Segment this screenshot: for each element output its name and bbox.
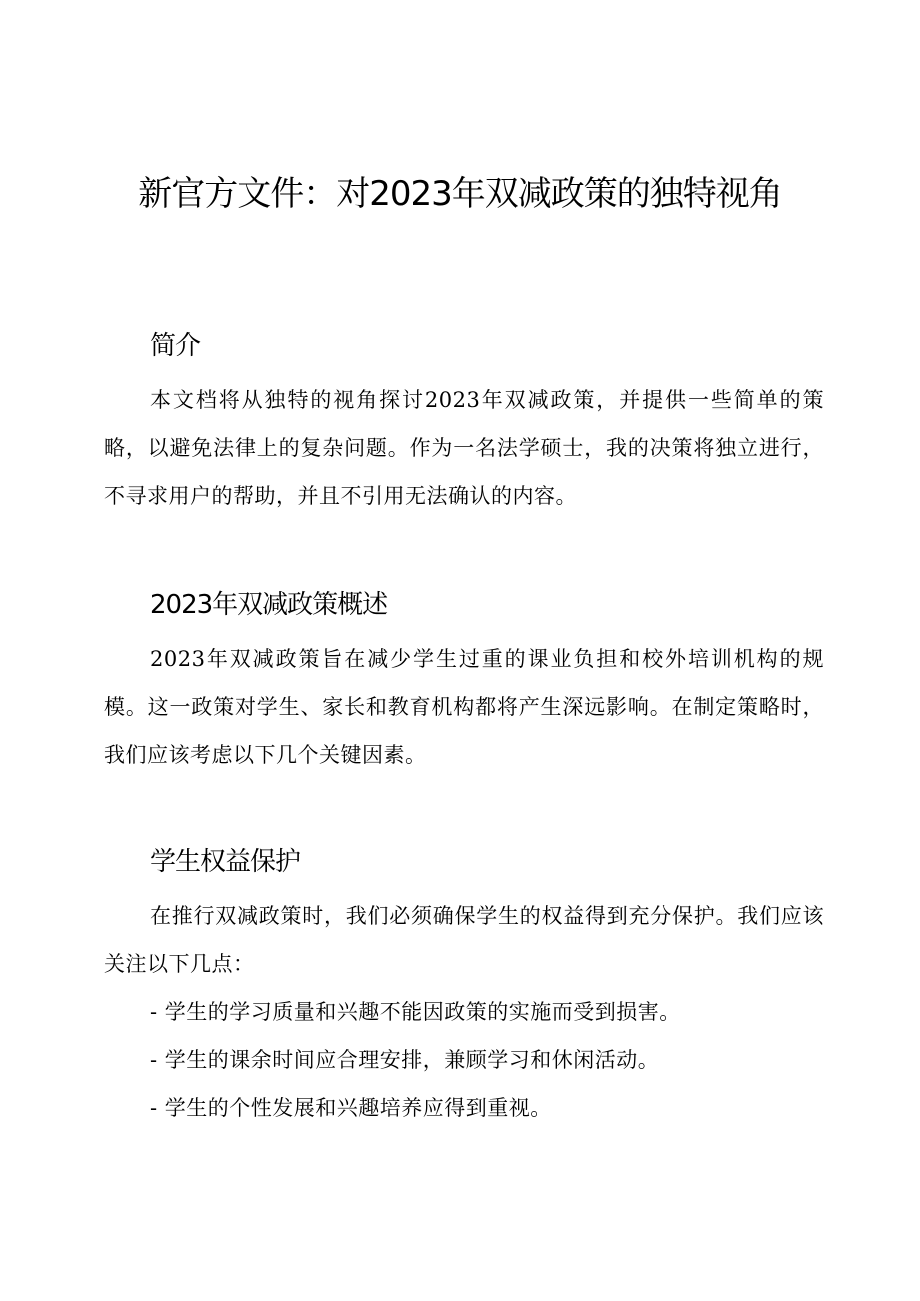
section-paragraph: 本文档将从独特的视角探讨2023年双减政策，并提供一些简单的策略，以避免法律上的复杂问题。作为一名法学硕士，我的决策将独立进行，不寻求用户的帮助，并且不引用无法确认的内容。 [104,388,824,508]
section-heading: 2023年双减政策概述 [150,590,388,620]
document-title: 新官方文件：对2023年双减政策的独特视角 [138,174,782,214]
section-introduction [104,326,824,520]
list-item: - 学生的个性发展和兴趣培养应得到重视。 [150,1096,552,1120]
list-item: - 学生的课余时间应合理安排，兼顾学习和休闲活动。 [150,1048,660,1072]
section-heading: 学生权益保护 [150,847,301,877]
section-paragraph: 2023年双减政策旨在减少学生过重的课业负担和校外培训机构的规模。这一政策对学生、家长和教育机构都将产生深远影响。在制定策略时，我们应该考虑以下几个关键因素。 [104,647,824,767]
section-paragraph: 在推行双减政策时，我们必须确保学生的权益得到充分保护。我们应该关注以下几点： [104,904,824,976]
section-policy-overview [104,585,824,779]
bullet-list [104,988,824,1132]
section-heading: 简介 [150,331,201,361]
list-item: - 学生的学习质量和兴趣不能因政策的实施而受到损害。 [150,1000,681,1024]
section-student-rights [104,842,824,1132]
